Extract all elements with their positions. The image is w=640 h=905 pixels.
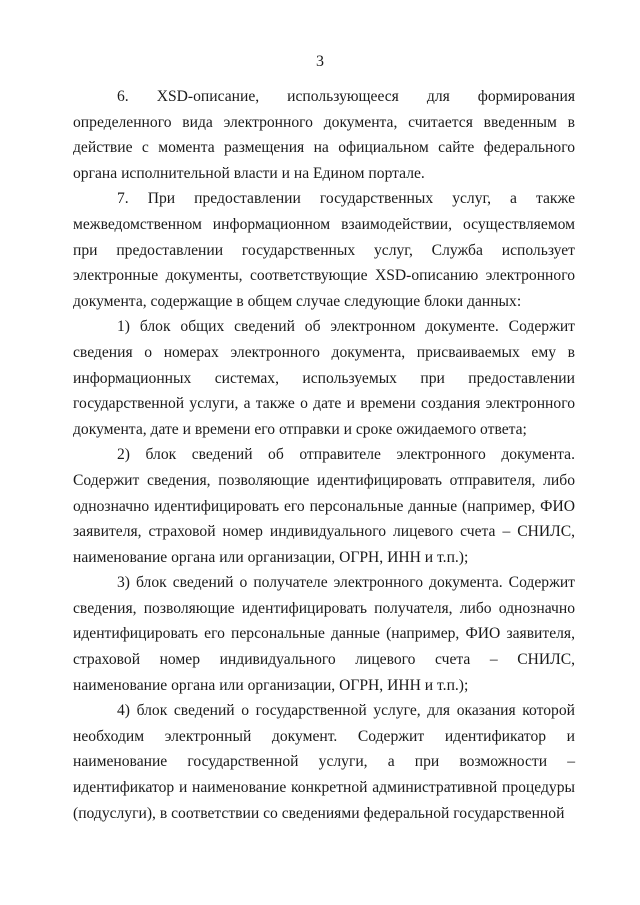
- list-item-2: 2) блок сведений об отправителе электронного документа. Содержит сведения, позволяющие идентифицировать отправителя, либо однозначно идентифицировать его персональные данные (например, ФИО заявителя, страховой номер индивидуального лицевого счета – СНИЛС, наименование органа или организации, ОГРН, ИНН и т.п.);: [73, 446, 575, 566]
- page-number: 3: [316, 53, 324, 70]
- list-item-1: 1) блок общих сведений об электронном документе. Содержит сведения о номерах электронного документа, присваиваемых ему в информационных системах, используемых при предоставлении государственной услуги, а также о дате и времени создания электронного документа, дате и времени его отправки и сроке ожидаемого ответа;: [73, 318, 575, 438]
- list-item-4: 4) блок сведений о государственной услуге, для оказания которой необходим электронный документ. Содержит идентификатор и наименование государственной услуги, а при возможности – идентификатор и наименование конкретной административной процедуры (подуслуги), в соответствии со сведениями федеральной государственной: [73, 702, 575, 822]
- paragraph-7: 7. При предоставлении государственных услуг, а также межведомственном информационном взаимодействии, осуществляемом при предоставлении государственных услуг, Служба использует электронные документы, соответствующие XSD-описанию электронного документа, содержащие в общем случае следующие блоки данных:: [73, 190, 575, 310]
- document-body: [73, 84, 575, 826]
- paragraph-6: 6. XSD-описание, использующееся для формирования определенного вида электронного документа, считается введенным в действие с момента размещения на официальном сайте федерального органа исполнительной власти и на Едином портале.: [73, 88, 575, 182]
- list-item-3: 3) блок сведений о получателе электронного документа. Содержит сведения, позволяющие идентифицировать получателя, либо однозначно идентифицировать его персональные данные (например, ФИО заявителя, страховой номер индивидуального лицевого счета – СНИЛС, наименование органа или организации, ОГРН, ИНН и т.п.);: [73, 574, 575, 694]
